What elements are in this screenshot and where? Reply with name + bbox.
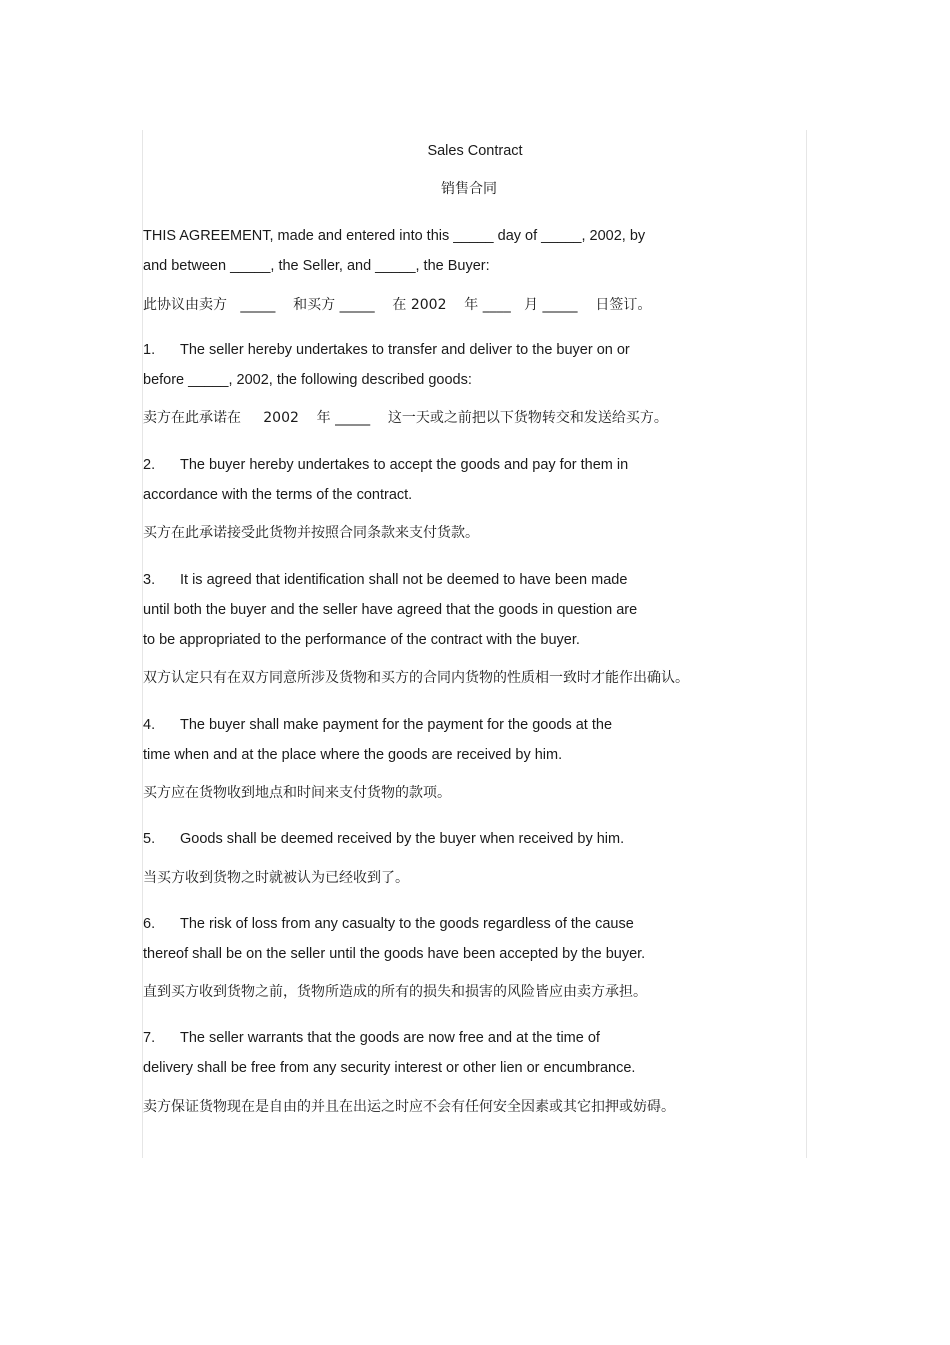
clause-4-en-line2: time when and at the place where the goods are received by him. bbox=[143, 747, 563, 763]
clause-number: 6. bbox=[143, 916, 156, 932]
clause-1-en-line1: 1. The seller hereby undertakes to transfer and deliver to the buyer on or bbox=[143, 342, 630, 358]
clause-3-en-line2: until both the buyer and the seller have agreed that the goods in question are bbox=[143, 602, 638, 618]
clause-7-zh: 卖方保证货物现在是自由的并且在出运之时应不会有任何安全因素或其它扣押或妨碍。 bbox=[143, 1099, 675, 1115]
clause-3-en-line1: 3. It is agreed that identification shall not be deemed to have been made bbox=[143, 572, 628, 588]
clause-5-en-line1: 5. Goods shall be deemed received by the buyer when received by him. bbox=[143, 831, 625, 847]
preamble-zh: 此协议由卖方 _____ 和买方 _____ 在 2002 年 ____ 月 _____ 日签订。 bbox=[143, 297, 652, 313]
clause-6-en-line2: thereof shall be on the seller until the goods have been accepted by the buyer. bbox=[143, 946, 646, 962]
clause-2-en-line1: 2. The buyer hereby undertakes to accept the goods and pay for them in bbox=[143, 457, 629, 473]
preamble-en-line1: THIS AGREEMENT, made and entered into this _____ day of _____, 2002, by bbox=[143, 228, 646, 244]
clause-number: 5. bbox=[143, 831, 156, 847]
clause-number: 2. bbox=[143, 457, 156, 473]
clause-number: 1. bbox=[143, 342, 156, 358]
clause-1-zh: 卖方在此承诺在 2002 年 _____ 这一天或之前把以下货物转交和发送给买方。 bbox=[143, 410, 668, 426]
preamble-en-line2: and between _____, the Seller, and _____, the Buyer: bbox=[143, 258, 490, 274]
clause-6-en-line1: 6. The risk of loss from any casualty to the goods regardless of the cause bbox=[143, 916, 634, 932]
clause-7-en-line2: delivery shall be free from any security interest or other lien or encumbrance. bbox=[143, 1060, 636, 1076]
clause-3-en-line3: to be appropriated to the performance of the contract with the buyer. bbox=[143, 632, 580, 648]
clause-4-zh: 买方应在货物收到地点和时间来支付货物的款项。 bbox=[143, 785, 451, 801]
clause-6-zh: 直到买方收到货物之前，货物所造成的所有的损失和损害的风险皆应由卖方承担。 bbox=[143, 984, 647, 1000]
clause-number: 4. bbox=[143, 717, 156, 733]
clause-7-en-line1: 7. The seller warrants that the goods are now free and at the time of bbox=[143, 1030, 600, 1046]
title-english: Sales Contract bbox=[427, 143, 523, 159]
clause-1-en-line2: before _____, 2002, the following described goods: bbox=[143, 372, 472, 388]
clause-5-zh: 当买方收到货物之时就被认为已经收到了。 bbox=[143, 870, 409, 886]
clause-3-zh: 双方认定只有在双方同意所涉及货物和买方的合同内货物的性质相一致时才能作出确认。 bbox=[143, 670, 689, 686]
clause-4-en-line1: 4. The buyer shall make payment for the payment for the goods at the bbox=[143, 717, 613, 733]
title-chinese: 销售合同 bbox=[441, 181, 497, 197]
clause-2-zh: 买方在此承诺接受此货物并按照合同条款来支付货款。 bbox=[143, 525, 479, 541]
clause-number: 7. bbox=[143, 1030, 156, 1046]
clause-2-en-line2: accordance with the terms of the contract. bbox=[143, 487, 413, 503]
clause-number: 3. bbox=[143, 572, 156, 588]
